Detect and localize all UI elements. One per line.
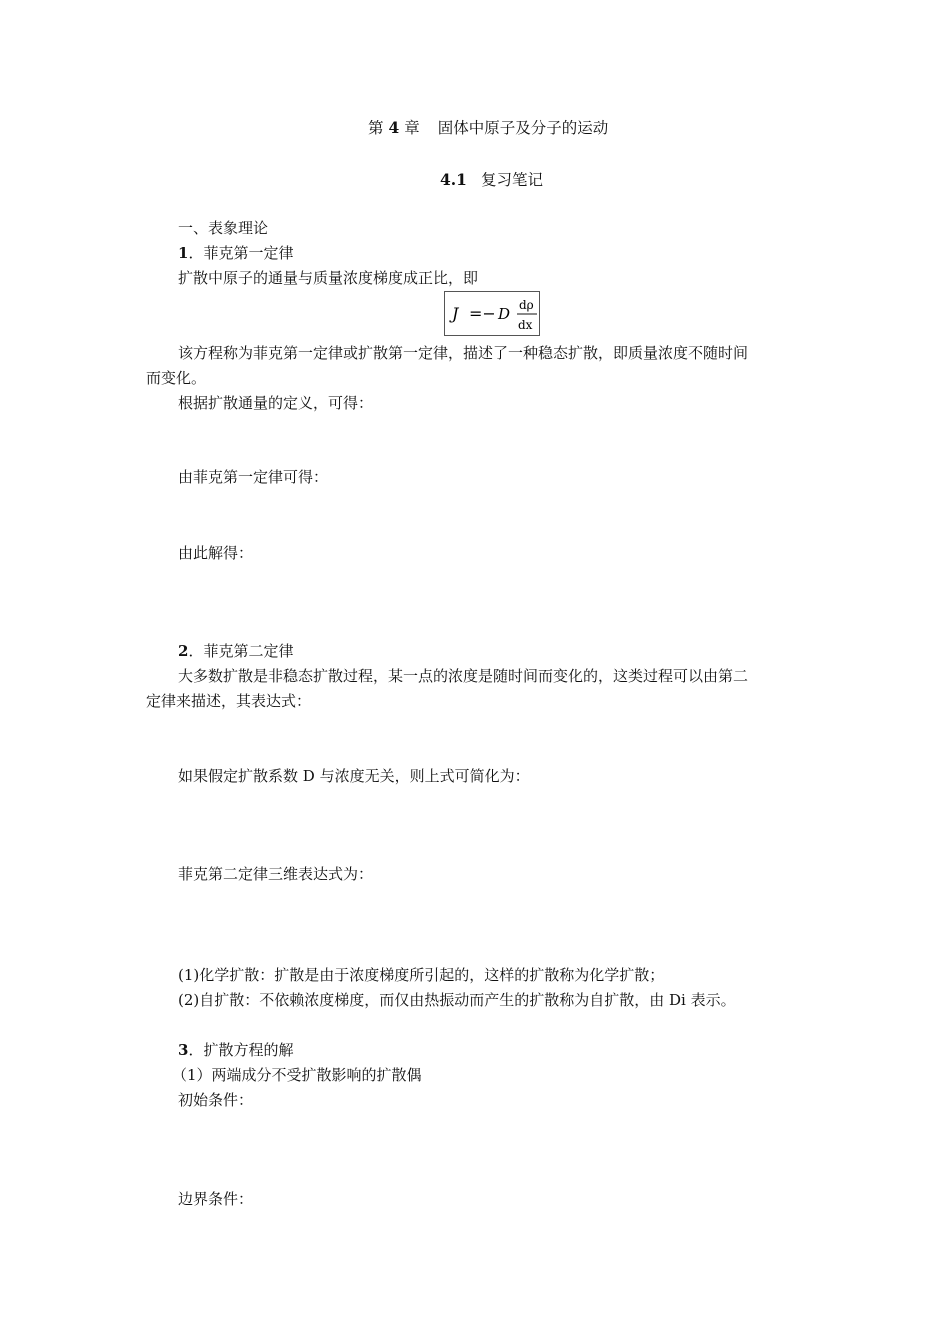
fick2-number: 2 xyxy=(178,642,189,660)
fick1-solve-text: 由此解得： xyxy=(178,544,254,562)
formula-denominator: dx xyxy=(518,318,533,332)
formula-numerator: dρ xyxy=(519,298,534,312)
fick2-heading-text: ．菲克第二定律 xyxy=(188,642,294,660)
fick1-desc-line1: 该方程称为菲克第一定律或扩散第一定律，描述了一种稳态扩散，即质量浓度不随时间 xyxy=(178,344,749,362)
fick1-formula xyxy=(444,291,540,336)
initial-condition-label: 初始条件： xyxy=(178,1091,254,1109)
solution-case1: （1）两端成分不受扩散影响的扩散偶 xyxy=(172,1066,422,1084)
self-diffusion-text: (2)自扩散：不依赖浓度梯度，而仅由热振动而产生的扩散称为自扩散，由 Di 表示。 xyxy=(178,991,736,1009)
fick2-simplify-text: 如果假定扩散系数 D 与浓度无关，则上式可简化为： xyxy=(178,767,530,785)
formula-coef: D xyxy=(498,305,511,323)
fick2-3d-text: 菲克第二定律三维表达式为： xyxy=(178,865,374,883)
fick2-desc-line1: 大多数扩散是非稳态扩散过程，某一点的浓度是随时间而变化的，这类过程可以由第二 xyxy=(178,667,749,685)
chapter-suffix: 章 xyxy=(404,119,420,137)
section-title-text: 复习笔记 xyxy=(480,171,543,189)
formula-eq: =− xyxy=(469,304,496,323)
fick1-number: 1 xyxy=(178,244,189,262)
fick2-desc-line2: 定律来描述，其表达式： xyxy=(146,692,312,710)
fick1-heading xyxy=(178,243,293,263)
fick1-derive-text: 由菲克第一定律可得： xyxy=(178,468,329,486)
solution-heading xyxy=(178,1040,293,1060)
chapter-number: 4 xyxy=(388,118,400,137)
formula-lhs: J xyxy=(452,304,459,323)
chemical-diffusion-text: (1)化学扩散：扩散是由于浓度梯度所引起的，这样的扩散称为化学扩散； xyxy=(178,966,665,984)
chapter-title xyxy=(368,118,608,138)
part-heading: 一、表象理论 xyxy=(178,219,269,237)
fick2-heading xyxy=(178,641,293,661)
solution-heading-text: ．扩散方程的解 xyxy=(188,1041,294,1059)
fick1-heading-text: ．菲克第一定律 xyxy=(188,244,294,262)
solution-number: 3 xyxy=(178,1041,189,1059)
fick1-intro: 扩散中原子的通量与质量浓度梯度成正比，即 xyxy=(178,269,479,287)
boundary-condition-label: 边界条件： xyxy=(178,1190,254,1208)
chapter-prefix: 第 xyxy=(368,119,384,137)
section-title xyxy=(440,170,543,190)
section-number: 4.1 xyxy=(440,170,467,189)
fick1-desc-line2: 而变化。 xyxy=(146,369,207,387)
chapter-title-text: 固体中原子及分子的运动 xyxy=(437,119,609,137)
fick1-definition-text: 根据扩散通量的定义，可得： xyxy=(178,394,374,412)
